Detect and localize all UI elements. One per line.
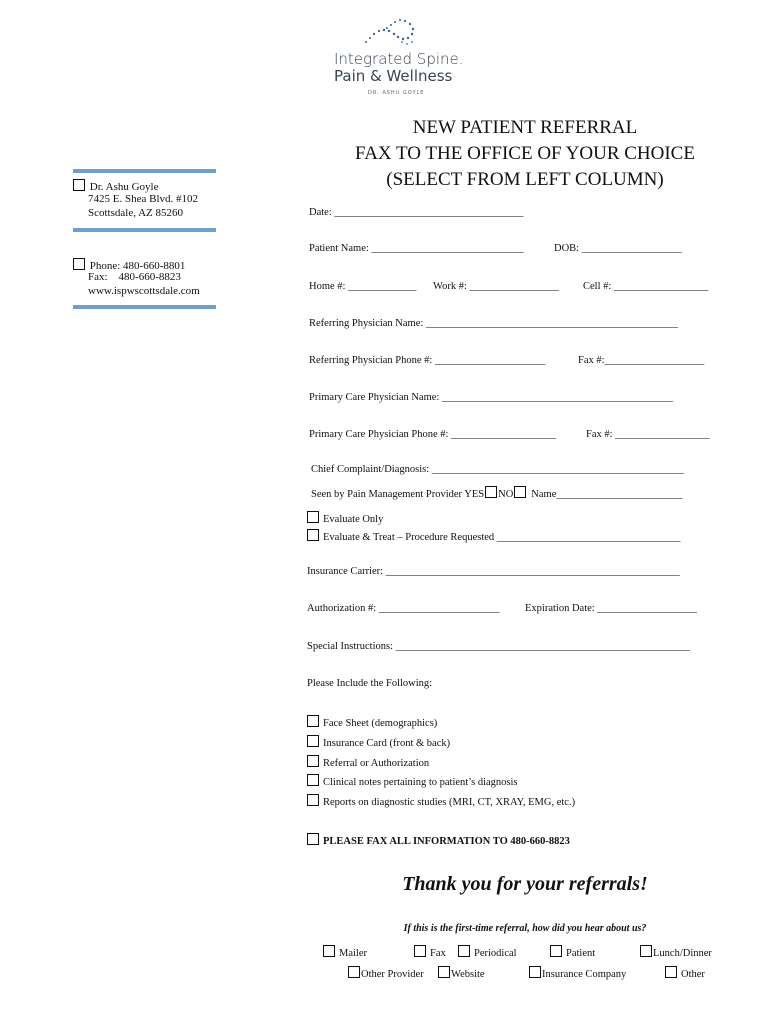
fax-all-label: PLEASE FAX ALL INFORMATION TO 480-660-8823: [323, 836, 570, 847]
include-item-label: Reports on diagnostic studies (MRI, CT, XRAY, EMG, etc.): [323, 797, 576, 808]
source-checkbox-insurance-company[interactable]: [529, 966, 541, 978]
source-checkbox-website[interactable]: [438, 966, 450, 978]
office-checkbox[interactable]: [73, 179, 85, 191]
provider-name-field[interactable]: Name________________________: [531, 489, 683, 500]
evaluate-treat-checkbox[interactable]: [307, 529, 319, 541]
page-title: FAX TO THE OFFICE OF YOUR CHOICE: [355, 143, 695, 164]
pcp-fax-field[interactable]: Fax #: __________________: [586, 429, 710, 440]
include-checkbox[interactable]: [307, 755, 319, 767]
source-checkbox-lunch-dinner[interactable]: [640, 945, 652, 957]
work-phone-field[interactable]: Work #: _________________: [433, 281, 559, 292]
pcp-phone-field[interactable]: Primary Care Physician Phone #: ____________________: [309, 429, 557, 440]
thank-you-heading: Thank you for your referrals!: [402, 873, 648, 895]
seen-yes-checkbox[interactable]: [485, 486, 497, 498]
expiration-date-field[interactable]: Expiration Date: ___________________: [525, 603, 698, 614]
evaluate-only-checkbox[interactable]: [307, 511, 319, 523]
referring-physician-name-field[interactable]: Referring Physician Name: ________________________________________________: [309, 318, 678, 329]
referral-source-question: If this is the first-time referral, how did you hear about us?: [403, 923, 647, 934]
include-item-label: Referral or Authorization: [323, 758, 430, 769]
insurance-carrier-field[interactable]: Insurance Carrier: ________________________________________________________: [307, 566, 680, 577]
source-label: Fax: [430, 948, 446, 959]
source-checkbox-other-provider[interactable]: [348, 966, 360, 978]
logo-text: Pain & Wellness: [334, 67, 453, 85]
evaluate-treat-label[interactable]: Evaluate & Treat – Procedure Requested ___________________________________: [323, 532, 681, 543]
pcp-name-field[interactable]: Primary Care Physician Name: ____________________________________________: [309, 392, 673, 403]
source-checkbox-fax[interactable]: [414, 945, 426, 957]
source-label: Mailer: [339, 948, 367, 959]
fax-all-checkbox[interactable]: [307, 833, 319, 845]
source-label: Other Provider: [361, 969, 424, 980]
evaluate-only-label: Evaluate Only: [323, 514, 384, 525]
include-item-label: Clinical notes pertaining to patient’s diagnosis: [323, 777, 518, 788]
seen-no-checkbox[interactable]: [514, 486, 526, 498]
include-item-label: Insurance Card (front & back): [323, 738, 451, 749]
source-checkbox-mailer[interactable]: [323, 945, 335, 957]
contact-checkbox[interactable]: [73, 258, 85, 270]
source-label: Website: [451, 969, 485, 980]
page-title: NEW PATIENT REFERRAL: [412, 117, 638, 138]
special-instructions-field[interactable]: Special Instructions: ________________________________________________________: [307, 641, 690, 652]
seen-label: Seen by Pain Management Provider YES: [311, 489, 485, 500]
logo-subtext: DR. ASHU GOYLE: [368, 90, 425, 96]
seen-no-label: NO: [498, 489, 514, 500]
office-address: Scottsdale, AZ 85260: [88, 207, 184, 219]
sidebar-divider: [73, 228, 216, 232]
phone: Phone: 480-660-8801: [89, 260, 186, 272]
include-item-label: Face Sheet (demographics): [323, 718, 438, 729]
fax: Fax: 480-660-8823: [88, 271, 181, 283]
office-address: 7425 E. Shea Blvd. #102: [88, 193, 198, 205]
dob-field[interactable]: DOB: ___________________: [554, 243, 682, 254]
date-field[interactable]: Date: ____________________________________: [309, 207, 524, 218]
page-title: (SELECT FROM LEFT COLUMN): [386, 169, 664, 190]
website: www.ispwscottsdale.com: [88, 285, 200, 297]
source-label: Other: [681, 969, 705, 980]
include-checkbox[interactable]: [307, 794, 319, 806]
include-checkbox[interactable]: [307, 735, 319, 747]
include-label: Please Include the Following:: [307, 678, 433, 689]
office-name: Dr. Ashu Goyle: [89, 181, 159, 193]
include-checkbox[interactable]: [307, 715, 319, 727]
logo-mark-icon: [362, 14, 422, 54]
source-label: Periodical: [474, 948, 517, 959]
logo-text: Integrated Spine.: [334, 50, 464, 68]
source-label: Patient: [566, 948, 596, 959]
source-checkbox-patient[interactable]: [550, 945, 562, 957]
source-label: Lunch/Dinner: [653, 948, 712, 959]
cell-phone-field[interactable]: Cell #: __________________: [583, 281, 709, 292]
patient-name-field[interactable]: Patient Name: _____________________________: [309, 243, 524, 254]
sidebar-divider: [73, 305, 216, 309]
source-checkbox-other[interactable]: [665, 966, 677, 978]
chief-complaint-field[interactable]: Chief Complaint/Diagnosis: ________________________________________________: [311, 464, 684, 475]
source-checkbox-periodical[interactable]: [458, 945, 470, 957]
source-label: Insurance Company: [542, 969, 627, 980]
sidebar-divider: [73, 169, 216, 173]
referring-physician-fax-field[interactable]: Fax #:___________________: [578, 355, 705, 366]
referring-physician-phone-field[interactable]: Referring Physician Phone #: _____________________: [309, 355, 546, 366]
authorization-field[interactable]: Authorization #: _______________________: [307, 603, 500, 614]
home-phone-field[interactable]: Home #: _____________: [309, 281, 417, 292]
include-checkbox[interactable]: [307, 774, 319, 786]
